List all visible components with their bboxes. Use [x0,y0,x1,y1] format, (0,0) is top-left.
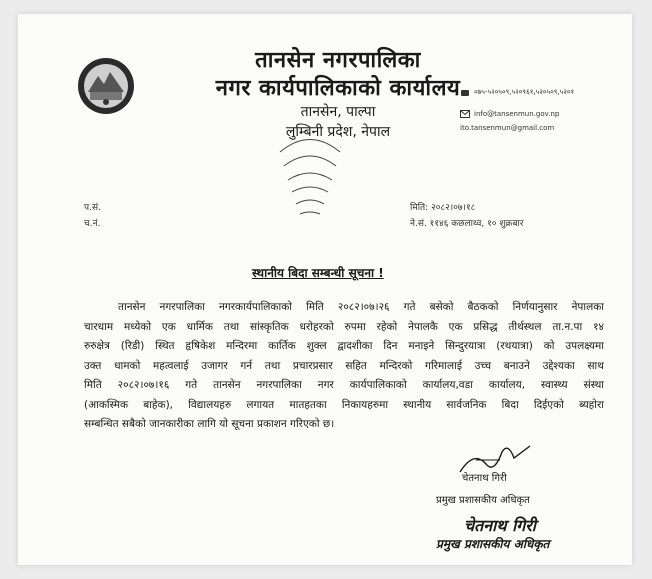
notice-date: मिति: २०८२।०७।१८ [410,203,476,213]
contact-email [460,110,559,118]
body-line: तानसेन नगरपालिका नगरकार्यपालिकाको मिति २०८२।०७।२६ गते बसेको बैठकको निर्णयानुसार नेपालका [118,301,604,313]
email-address: info@tansenmun.gov.np [474,110,560,118]
phone-icon [460,89,470,97]
reference-number: प.सं. [84,203,101,213]
email-icon [460,110,470,118]
body-line: (आकस्मिक बाहेक), विद्यालयहरु लगायत मातहतका निकायहरुमा स्थानीय सार्वजनिक बिदा दिईएको ब्यहोरा [84,398,604,411]
body-line: मिति २०८२।०७।१६ गते तानसेन नगरपालिका नगर कार्यपालिकाको कार्यालय,वडा कार्यालय, स्वास्थ्य संस्था [84,379,604,391]
municipality-name: तानसेन नगरपालिका [255,48,421,73]
contact-phone [460,88,574,97]
email-address-2: ito.tansenmun@gmail.com [460,124,555,132]
phone-numbers: ०७५-५२०५०९,५२०९६१,५२०५०९,५२०१ [474,88,575,96]
body-line: रुरुक्षेत्र (रिडी) स्थित हृषिकेश मन्दिरमा कार्तिक शुक्ल द्वादशीका दिन मनाइने सिन्दुरयात्रा (रथयात्रा) को उपलक्ष्यमा [84,340,604,352]
signatory-name: चेतनाथ गिरी [462,473,507,484]
stamp-signatory-name: चेतनाथ गिरी [464,516,536,535]
notice-page [18,14,632,565]
office-name: नगर कार्यपालिकाको कार्यालय [215,76,461,101]
signatory-title: प्रमुख प्रशासकीय अधिकृत [436,495,530,506]
dispatch-number: च.नं. [84,219,101,229]
office-province: लुम्बिनी प्रदेश, नेपाल [285,124,391,140]
notice-subject: स्थानीय बिदा सम्बन्धी सूचना ! [252,266,384,280]
stamp-signatory-title: प्रमुख प्रशासकीय अधिकृत [436,537,550,551]
office-location: तानसेन, पाल्पा [300,104,376,120]
nepal-emblem-icon [76,56,136,116]
office-seal-icon [270,132,350,222]
body-line: उक्त धामको महत्वलाई उजागर गर्न तथा प्रचारप्रसार सहित मन्दिरको गरिमालाई उच्च बनाउने उद्देश्यका साथ [84,359,604,372]
body-line: चारधाम मध्येको एक धार्मिक तथा सांस्कृतिक धरोहरको रुपमा रहेको नेपालकै एक प्रसिद्ध तीर्थस्थल ता.न.पा १४ [84,320,604,333]
notice-body [84,298,604,435]
body-line: सम्बन्धित सबैको जानकारीका लागि यो सूचना प्रकाशन गरिएको छ। [84,418,335,430]
nepal-sambat-date: ने.सं. ११४६ कछलाथ्व, १० शुक्रबार [410,219,524,229]
contact-email-2 [460,124,554,132]
